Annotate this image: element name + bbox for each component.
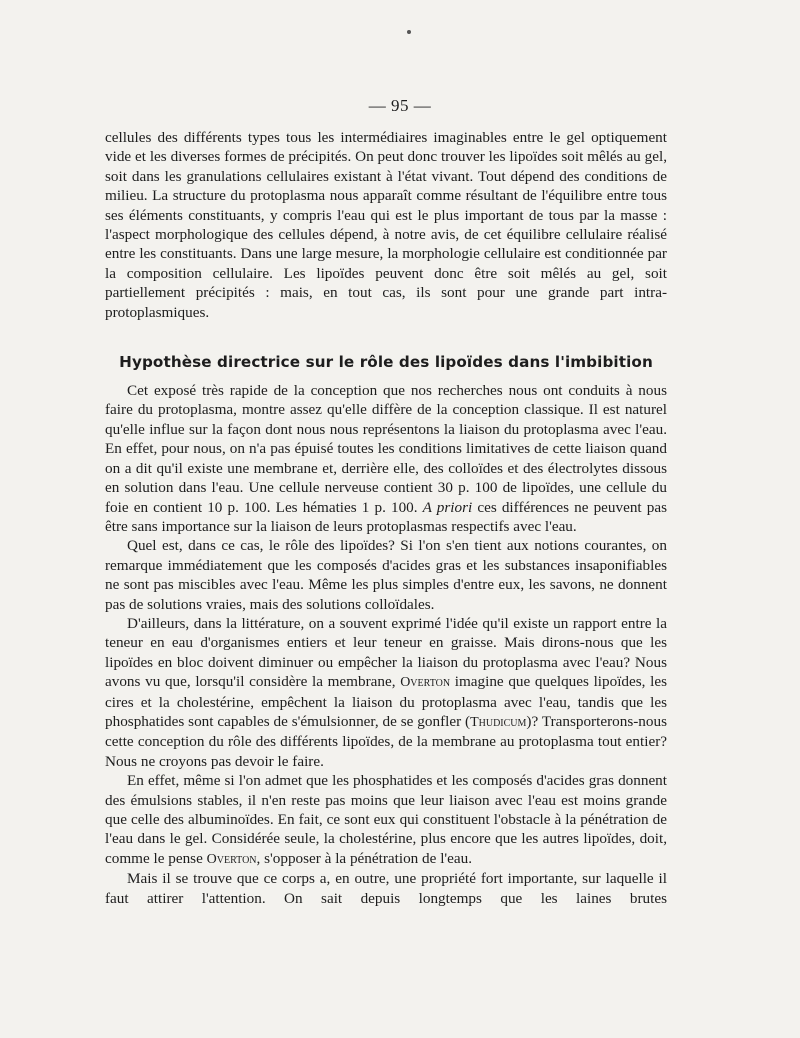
paragraph-1-italic: A priori <box>422 498 473 516</box>
author-name-overton-2: Overton <box>206 851 257 867</box>
ink-speck <box>407 30 411 34</box>
paragraph-3 <box>105 614 667 771</box>
section-heading: Hypothèse directrice sur le rôle des lipoïdes dans l'imbibition <box>119 353 653 372</box>
paragraph-4-text-b: , s'opposer à la pénétration de l'eau. <box>256 849 473 867</box>
paragraph-4 <box>105 771 667 869</box>
paragraph-1-text-a: Cet exposé très rapide de la conception que nos recherches nous ont conduits à nous faire du protoplasma, montre assez qu'elle diffère de la conception classique. Il est naturel qu'elle influe sur la façon dont nous nous représentons la liaison du protoplasma avec l'eau. En effet, pour nous, on n'a pas épuisé toutes les conditions limitatives de cette liaison quand on a dit qu'il existe une membrane et, derrière elle, des colloïdes et des électrolytes dissous en solution dans l'eau. Une cellule nerveuse contient 30 p. 100 de lipoïdes, une cellule du foie en contient 10 p. 100. Les hématies 1 p. 100. <box>105 382 667 516</box>
paragraph-5: Mais il se trouve que ce corps a, en outre, une propriété fort importante, sur laquelle il faut attirer l'attention. On sait depuis longtemps que les laines brutes <box>105 870 667 907</box>
body-text <box>105 128 667 908</box>
paragraph-3-text-c: )? Transporterons-nous cette conception du rôle des différents lipoïdes, de la membrane au protoplasma tout entier? Nous ne croyons pas devoir le faire. <box>105 712 667 770</box>
paragraph-4-text-a: En effet, même si l'on admet que les phosphatides et les composés d'acides gras donnent des émulsions stables, il n'en reste pas moins que leur liaison avec l'eau est moins grande que celle des albuminoïdes. En fait, ce sont eux qui constituent l'obstacle à la pénétration de l'eau dans le gel. Considérée seule, la cholestérine, plus encore que les autres lipoïdes, doit, comme le pense <box>105 772 667 867</box>
paragraph-continuation: cellules des différents types tous les intermédiaires imaginables entre le gel optiquement vide et les diverses formes de précipités. On peut donc trouver les lipoïdes soit mêlés au gel, soit dans les granulations cellulaires existant à l'état vivant. Tout dépend des conditions de milieu. La structure du protoplasma nous apparaît comme résultant de l'équilibre entre tous ses éléments constituants, y compris l'eau qui est le plus important de tous par la masse : l'aspect morphologique des cellules dépend, à notre avis, de cet équilibre cellulaire réalisé entre les constituants. Dans une large mesure, la morphologie cellulaire est conditionnée par la composition cellulaire. Les lipoïdes peuvent donc être soit mêlés au gel, soit partiellement précipités : mais, en tout cas, ils sont pour une grande part intra-protoplasmiques. <box>105 129 667 321</box>
author-name-thudicum: Thudicum <box>470 714 527 730</box>
author-name-overton: Overton <box>400 675 451 691</box>
paragraph-2: Quel est, dans ce cas, le rôle des lipoïdes? Si l'on s'en tient aux notions courantes, on remarque immédiatement que les composés d'acides gras et les substances insaponifiables ne sont pas miscibles avec l'eau. Même les plus simples d'entre eux, les savons, ne donnent pas de solutions vraies, mais des solutions colloïdales. <box>105 537 667 613</box>
paragraph-3-text-a: D'ailleurs, dans la littérature, on a souvent exprimé l'idée qu'il existe un rapport entre la teneur en eau d'organismes entiers et leur teneur en graisse. Mais dirons-nous que les lipoïdes en bloc doivent diminuer ou empêcher la liaison du protoplasma avec l'eau? Nous avons vu que, lorsqu'il considère la membrane, <box>105 614 667 691</box>
page-number: — 95 — <box>368 96 432 115</box>
paragraph-3-text-b: imagine que quelques lipoïdes, les cires et la cholestérine, empêchent la liaison du protoplasma avec l'eau, tandis que les phosphatides sont capables de s'émulsionner, de se gonfler ( <box>105 673 667 730</box>
paragraph-1-text-b: ces différences ne peuvent pas être sans importance sur la liaison de leurs protoplasmas respectifs avec l'eau. <box>105 498 667 535</box>
paragraph-1 <box>105 381 667 536</box>
